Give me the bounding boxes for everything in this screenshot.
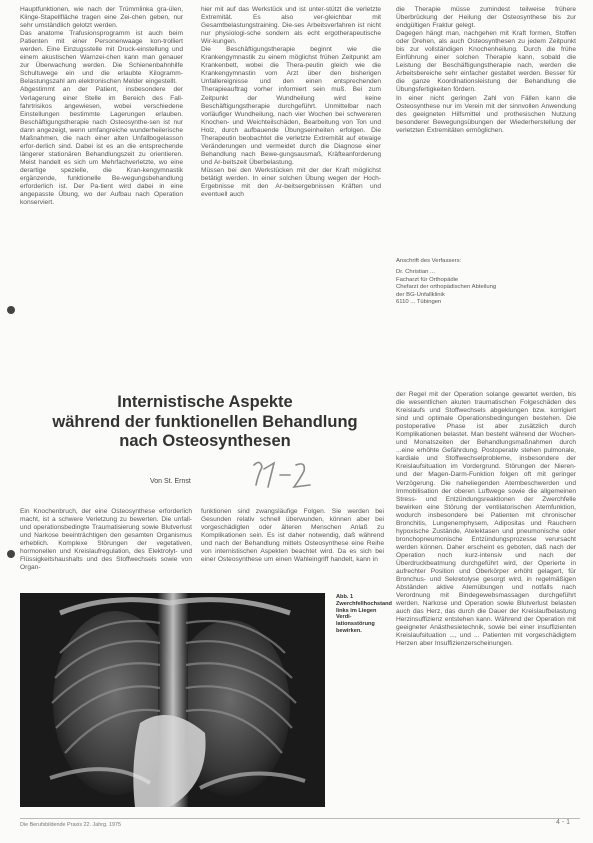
address-line: Facharzt für Orthopädie	[396, 276, 459, 283]
title-line: während der funktionellen Behandlung	[52, 412, 358, 431]
chest-xray-image	[20, 593, 325, 807]
address-line: 6110 ... Tübingen	[396, 299, 442, 306]
paragraph: Hauptfunktionen, wie nach der Trümmlinka gra-ülen, Klinge-Stapellfläche tragen eine Zei-chen geben, nur sehr umständlich gelotzt werden.	[20, 6, 183, 30]
caption-label: Abb. 1	[336, 594, 354, 600]
top-column-1	[20, 6, 183, 334]
paragraph: Abgestimmt an der Patient, insbesondere der Verlagerung einer Stelle im Bereich des Fall-fahrtrisikos angewiesen, wobei verschiedene Einstellungen bestimmte Lagerungen erlauben. Beschäftigungstherapie nach Osteosynthe-sen ist nur dann angezeigt, wenn umfangreiche wunderheilerische Maßnahmen, die nach einer alten Unfallbogelasson erfor-derlich sind. Dabei ist es an die entsprechende längerer stationären Behandlungszeit zu orientieren. Meist handelt es sich um Mehrfachverletzte, wo eine derartige spezielle, die Kran-kengymnastik ergänzende, funktionelle Be-wegungsbehandlung erforderlich ist. Der Pa-tient wird dabei in eine angepasste Übung, wo der Aufbau nach Operation konserviert.	[20, 86, 183, 207]
paragraph: Dagegen hängt man, nachgehen mit Kraft formen, Stoffen oder Drehen, als auch Osteosynthesen zu jedem Zeitpunkt bis zur vollständigen Knochenheilung. Durch die frühe Einführung einer solchen Therapie kann, sobald die Leistung der Beschäftigungstherapie nach, werden die Arbeitsbereiche sehr einfacher gestaltet werden. Besser für die ganze Koordinationsleistung der Behandlung die Übungsfertigkeiten fördern.	[396, 30, 576, 94]
punch-hole-icon	[7, 306, 15, 314]
caption-text: Zwerchfellhochstand links im Liegen Verdi-lationsstörung bewirken.	[336, 600, 392, 634]
body-column-2	[201, 508, 384, 592]
paragraph: In einer nicht geringen Zahl von Fällen kann die Osteosynthese nur im Verein mit der sinnvollen Anwendung des geeigneten Hilfsmittel und prothesischen Nutzung besonderer Bewegungsübungen der Wiederherstellung der verletzten Extremitäten ermöglichen.	[396, 94, 576, 134]
top-column-3	[396, 6, 576, 231]
footer-divider	[20, 818, 580, 819]
top-column-2	[201, 6, 381, 332]
address-line: Dr. Christian ...	[396, 269, 435, 276]
title-line: Internistische Aspekte	[117, 393, 293, 411]
paragraph: Müssen bei den Werkstücken mit der der Kraft möglichst betätigt werden. In einer solchen Übung wegen der Hoch-Ergebnisse mit den Ar-beitsergebnissen Kräften und eventuell auch	[201, 166, 381, 199]
punch-hole-icon	[7, 550, 15, 558]
paragraph: der Regel mit der Operation solange gewartet werden, bis die wesentlichen akuten traumatischen Folgeschäden des Kreislaufs und Stoffwechsels abgeklungen bzw. korrigiert sind und optimale Operationsbedingungen bestehen. Die postoperative Phase ist aber zusätzlich durch Komplikationen belastet. Man besteht während der Wochen- und Monatszeiten der Behandlungsmaßnahmen durch ...eine erhöhte Gefährdung. Postoperativ stehen pulmonale, kardiale und Stoffwechselprobleme, insbesondere der Kreislaufsituation im Vordergrund. Störungen der Nieren- und der Magen-Darm-Funktion folgen oft mit geringer Verzögerung. Die naheliegenden Atembeschwerden und Immobilisation der oberen Luftwege sowie die allgemeinen Stress- und Entzündungsreaktionen der Zwerchfelle bewirken eine Störung der ventilatorischen Atemfunktion, wodurch insbesondere bei Patienten mit chronischer Bronchitis, Lungenemphysem, Adipositas und Rauchern hypoxische Zustände, Atelektasen und pneumonische oder bronchopneumonische Entzündungsprozesse verursacht werden können. Daher erscheint es geboten, daß nach der Operation noch kurz-intensiv und nach der Überdruckbeatmung durchgeführt wird, der Operierte in aufrechter Position und Oberkörper erhöht gelagert, für Bronchus- und Sekretolyse gesorgt wird, in regelmäßigen Abständen aktive Atemübungen und notfalls nach Verordnung mit Bindegewebsmassagen durchgeführt werden. Narkose und Operation sowie Blutverlust belasten auch das Herz, das durch die Dauer der Kreislaufbelastung Herzinsuffizienz entstehen kann. Während der Operation mit geeigneter Anästhesietechnik, sowie bei einer insuffizienten Kreislaufsituation ..., und ... Patienten mit vorgeschädigtem Herzen aber Insuffizienzerscheinungen.	[396, 391, 576, 648]
paragraph: Die Beschäftigungstherapie beginnt wie die Krankengymnastik zu einem möglichst frühen Zeitpunkt am Krankenbett, wobei die Thera-peutin gleich wie die Krankengymnastin vom Arzt über den bisherigen Unfallereignisse und den einen entsprechenden Therapieauftrag vorher informiert sein muß. Bei zum Zeitpunkt der Wundheilung wird keine Beschäftigungstherapie durchgeführt. Unmittelbar nach vorläufiger Wundheilung, nach vier Wochen bei schwereren Knochen- und Weichteilschäden, Bearbeitung von Ton und Holz, durch aufbauende Übungseinheiten erfolgen. Die Therapeutin beobachtet die verletzte Extremität auf etwaige Veränderungen und vermeidet durch die Diagnose einer Behandlung nach Bewe-gungsausmaß, Kräfteanforderung und Ar-beitszeit Überbelastung.	[201, 46, 381, 166]
title-line: nach Osteosynthesen	[119, 432, 291, 450]
paragraph: Das anatome Trafusionsprogramm ist auch beim Patienten mit einer Personenwaage kon-trolliert werden. Eine Einzugsstelle mit Druck-einstellung und einem akustischen Warnzei-chen kann man genauer zur Überwachung werden. Die Schienenbahnhilfe Schultuwege ein und die erlaubte Kilogramm-Belastungszahl am elektronischen Melder eingestellt.	[20, 30, 183, 86]
handwritten-signature	[250, 455, 320, 495]
paragraph: hier mit auf das Werkstück und ist unter-stützt die verletzte Extremität. Es also ver-gleichbar mit Gesamtbelastungstraining. Die-ses Arbeitsverfahren ist nicht nur physiologi-sche sondern als echt ergotherapeutische Wir-kungen.	[201, 6, 381, 46]
body-column-3	[396, 391, 576, 821]
article-title	[40, 393, 370, 452]
figure-caption	[336, 594, 392, 635]
author-address	[396, 258, 566, 306]
address-heading: Anschrift des Verfassers:	[396, 258, 462, 264]
paragraph: die Therapie müsse zumindest teilweise frühere Überbrückung der Heilung der Osteosynthese bis zur endgültigen Fraktur gelegt.	[396, 6, 576, 30]
address-line: Chefarzt der orthopädischen Abteilung	[396, 284, 497, 291]
running-footer: Die Berufsbildende Praxis 22. Jahrg. 1975	[20, 822, 121, 828]
body-column-1	[20, 508, 192, 592]
byline: Von St. Ernst	[150, 478, 191, 485]
address-line: der BG-Unfallklinik	[396, 291, 445, 298]
xray-illustration	[20, 593, 325, 807]
paragraph: Ein Knochenbruch, der eine Osteosynthese erforderlich macht, ist a schwere Verletzung zu bewerten. Die unfall- und operationsbedingte Traumatisierung sowie Blutverlust und Narkose beeinträchtigen den gesamten Organismus erheblich. Komplexe Störungen der vegetativen, hormonellen und Kreislaufregulation, des Elektrolyt- und Flüssigkeitshaushalts und des Stoffwechsels sowie von Organ-	[20, 508, 192, 572]
paragraph: funktionen sind zwangsläufige Folgen. Sie werden bei Gesunden relativ schnell überwunden, können aber bei vorgeschädigten oder älteren Menschen Anlaß zu Komplikationen sein. Es ist daher notwendig, daß während und nach der Behandlung mittels Osteosynthese eine Reihe von internistischen Aspekten beachtet wird. Da es sich bei einer Osteosynthese um einen Wahleingriff handelt, kann in	[201, 508, 384, 564]
page-number: 4 - 1	[556, 819, 571, 826]
